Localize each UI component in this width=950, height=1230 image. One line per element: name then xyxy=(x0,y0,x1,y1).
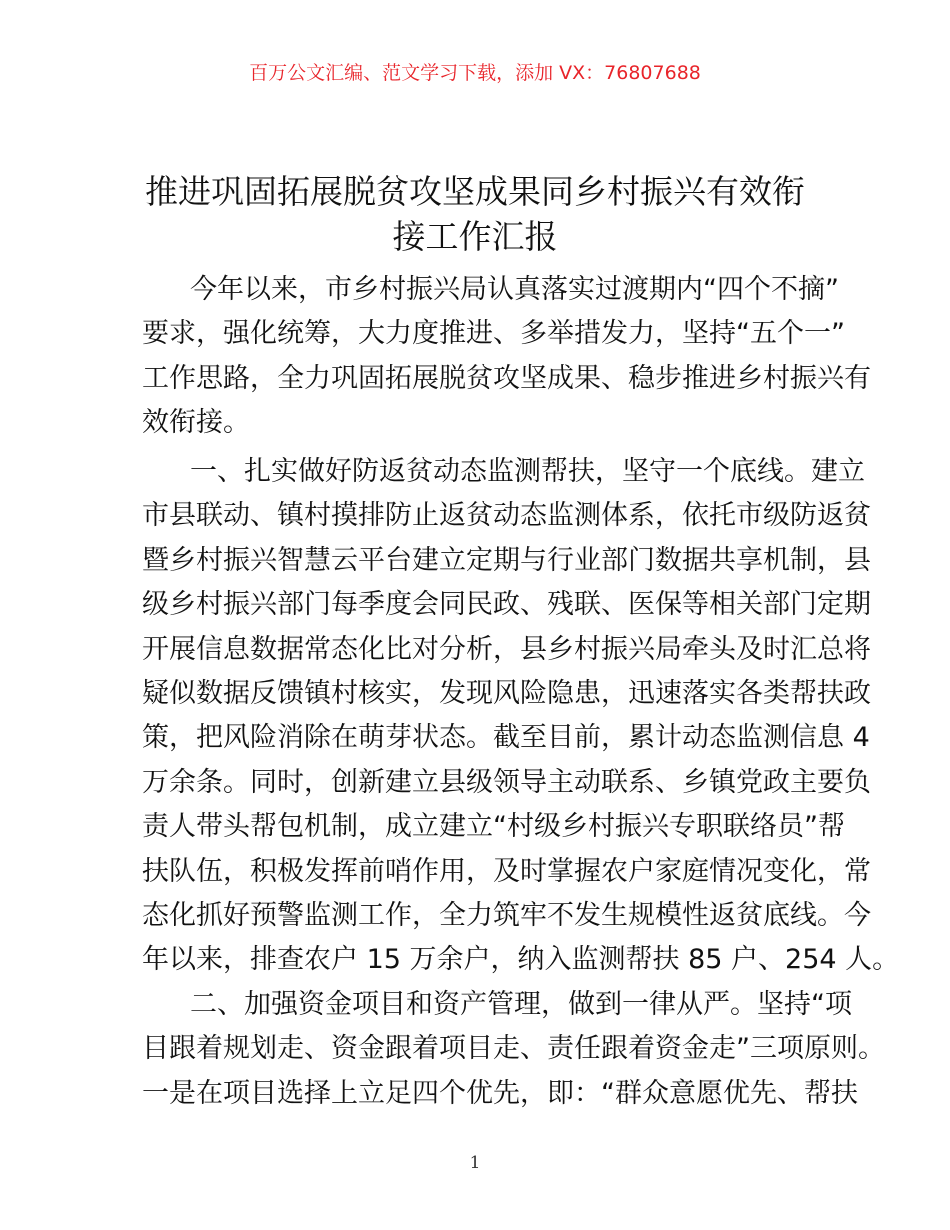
text-line: 扶队伍，积极发挥前哨作用，及时掌握农户家庭情况变化，常 xyxy=(142,855,871,887)
text-line: 年以来，排查农户 15 万余户，纳入监测帮扶 85 户、254 人。 xyxy=(142,944,900,976)
text-line: 暨乡村振兴智慧云平台建立定期与行业部门数据共享机制，县 xyxy=(142,544,871,576)
text-line: 要求，强化统筹，大力度推进、多举措发力，坚持“五个一” xyxy=(142,318,845,350)
text-line: 今年以来，市乡村振兴局认真落实过渡期内“四个不摘” xyxy=(190,274,839,305)
text-line: 万余条。同时，创新建立县级领导主动联系、乡镇党政主要负 xyxy=(142,766,871,798)
document-title-line-2: 接工作汇报 xyxy=(392,217,558,256)
text-line: 目跟着规划走、资金跟着项目走、责任跟着资金走”三项原则。 xyxy=(142,1033,885,1065)
watermark-header: 百万公文汇编、范文学习下载，添加 VX：76807688 xyxy=(249,62,701,84)
text-line: 二、加强资金项目和资产管理，做到一律从严。坚持“项 xyxy=(190,989,852,1020)
text-line: 级乡村振兴部门每季度会同民政、残联、医保等相关部门定期 xyxy=(142,589,871,621)
text-line: 开展信息数据常态化比对分析，县乡村振兴局牵头及时汇总将 xyxy=(142,633,871,665)
paragraph-intro xyxy=(142,268,871,446)
paragraph-section-one xyxy=(142,450,900,983)
text-line: 疑似数据反馈镇村核实，发现风险隐患，迅速落实各类帮扶政 xyxy=(142,677,871,709)
document-title-line-1: 推进巩固拓展脱贫攻坚成果同乡村振兴有效衔 xyxy=(145,172,805,211)
text-line: 态化抓好预警监测工作，全力筑牢不发生规模性返贫底线。今 xyxy=(142,899,871,931)
text-line: 一、扎实做好防返贫动态监测帮扶，坚守一个底线。建立 xyxy=(190,456,865,487)
text-line: 效衔接。 xyxy=(142,407,250,439)
text-line: 策，把风险消除在萌芽状态。截至目前，累计动态监测信息 4 xyxy=(142,722,870,754)
text-line: 责人带头帮包机制，成立建立“村级乡村振兴专职联络员”帮 xyxy=(142,811,845,843)
page-number: 1 xyxy=(469,1153,481,1173)
text-line: 市县联动、镇村摸排防止返贫动态监测体系，依托市级防返贫 xyxy=(142,500,871,532)
text-line: 一是在项目选择上立足四个优先，即：“群众意愿优先、帮扶 xyxy=(142,1077,858,1109)
text-line: 工作思路，全力巩固拓展脱贫攻坚成果、稳步推进乡村振兴有 xyxy=(142,362,871,394)
paragraph-section-two xyxy=(142,983,885,1116)
